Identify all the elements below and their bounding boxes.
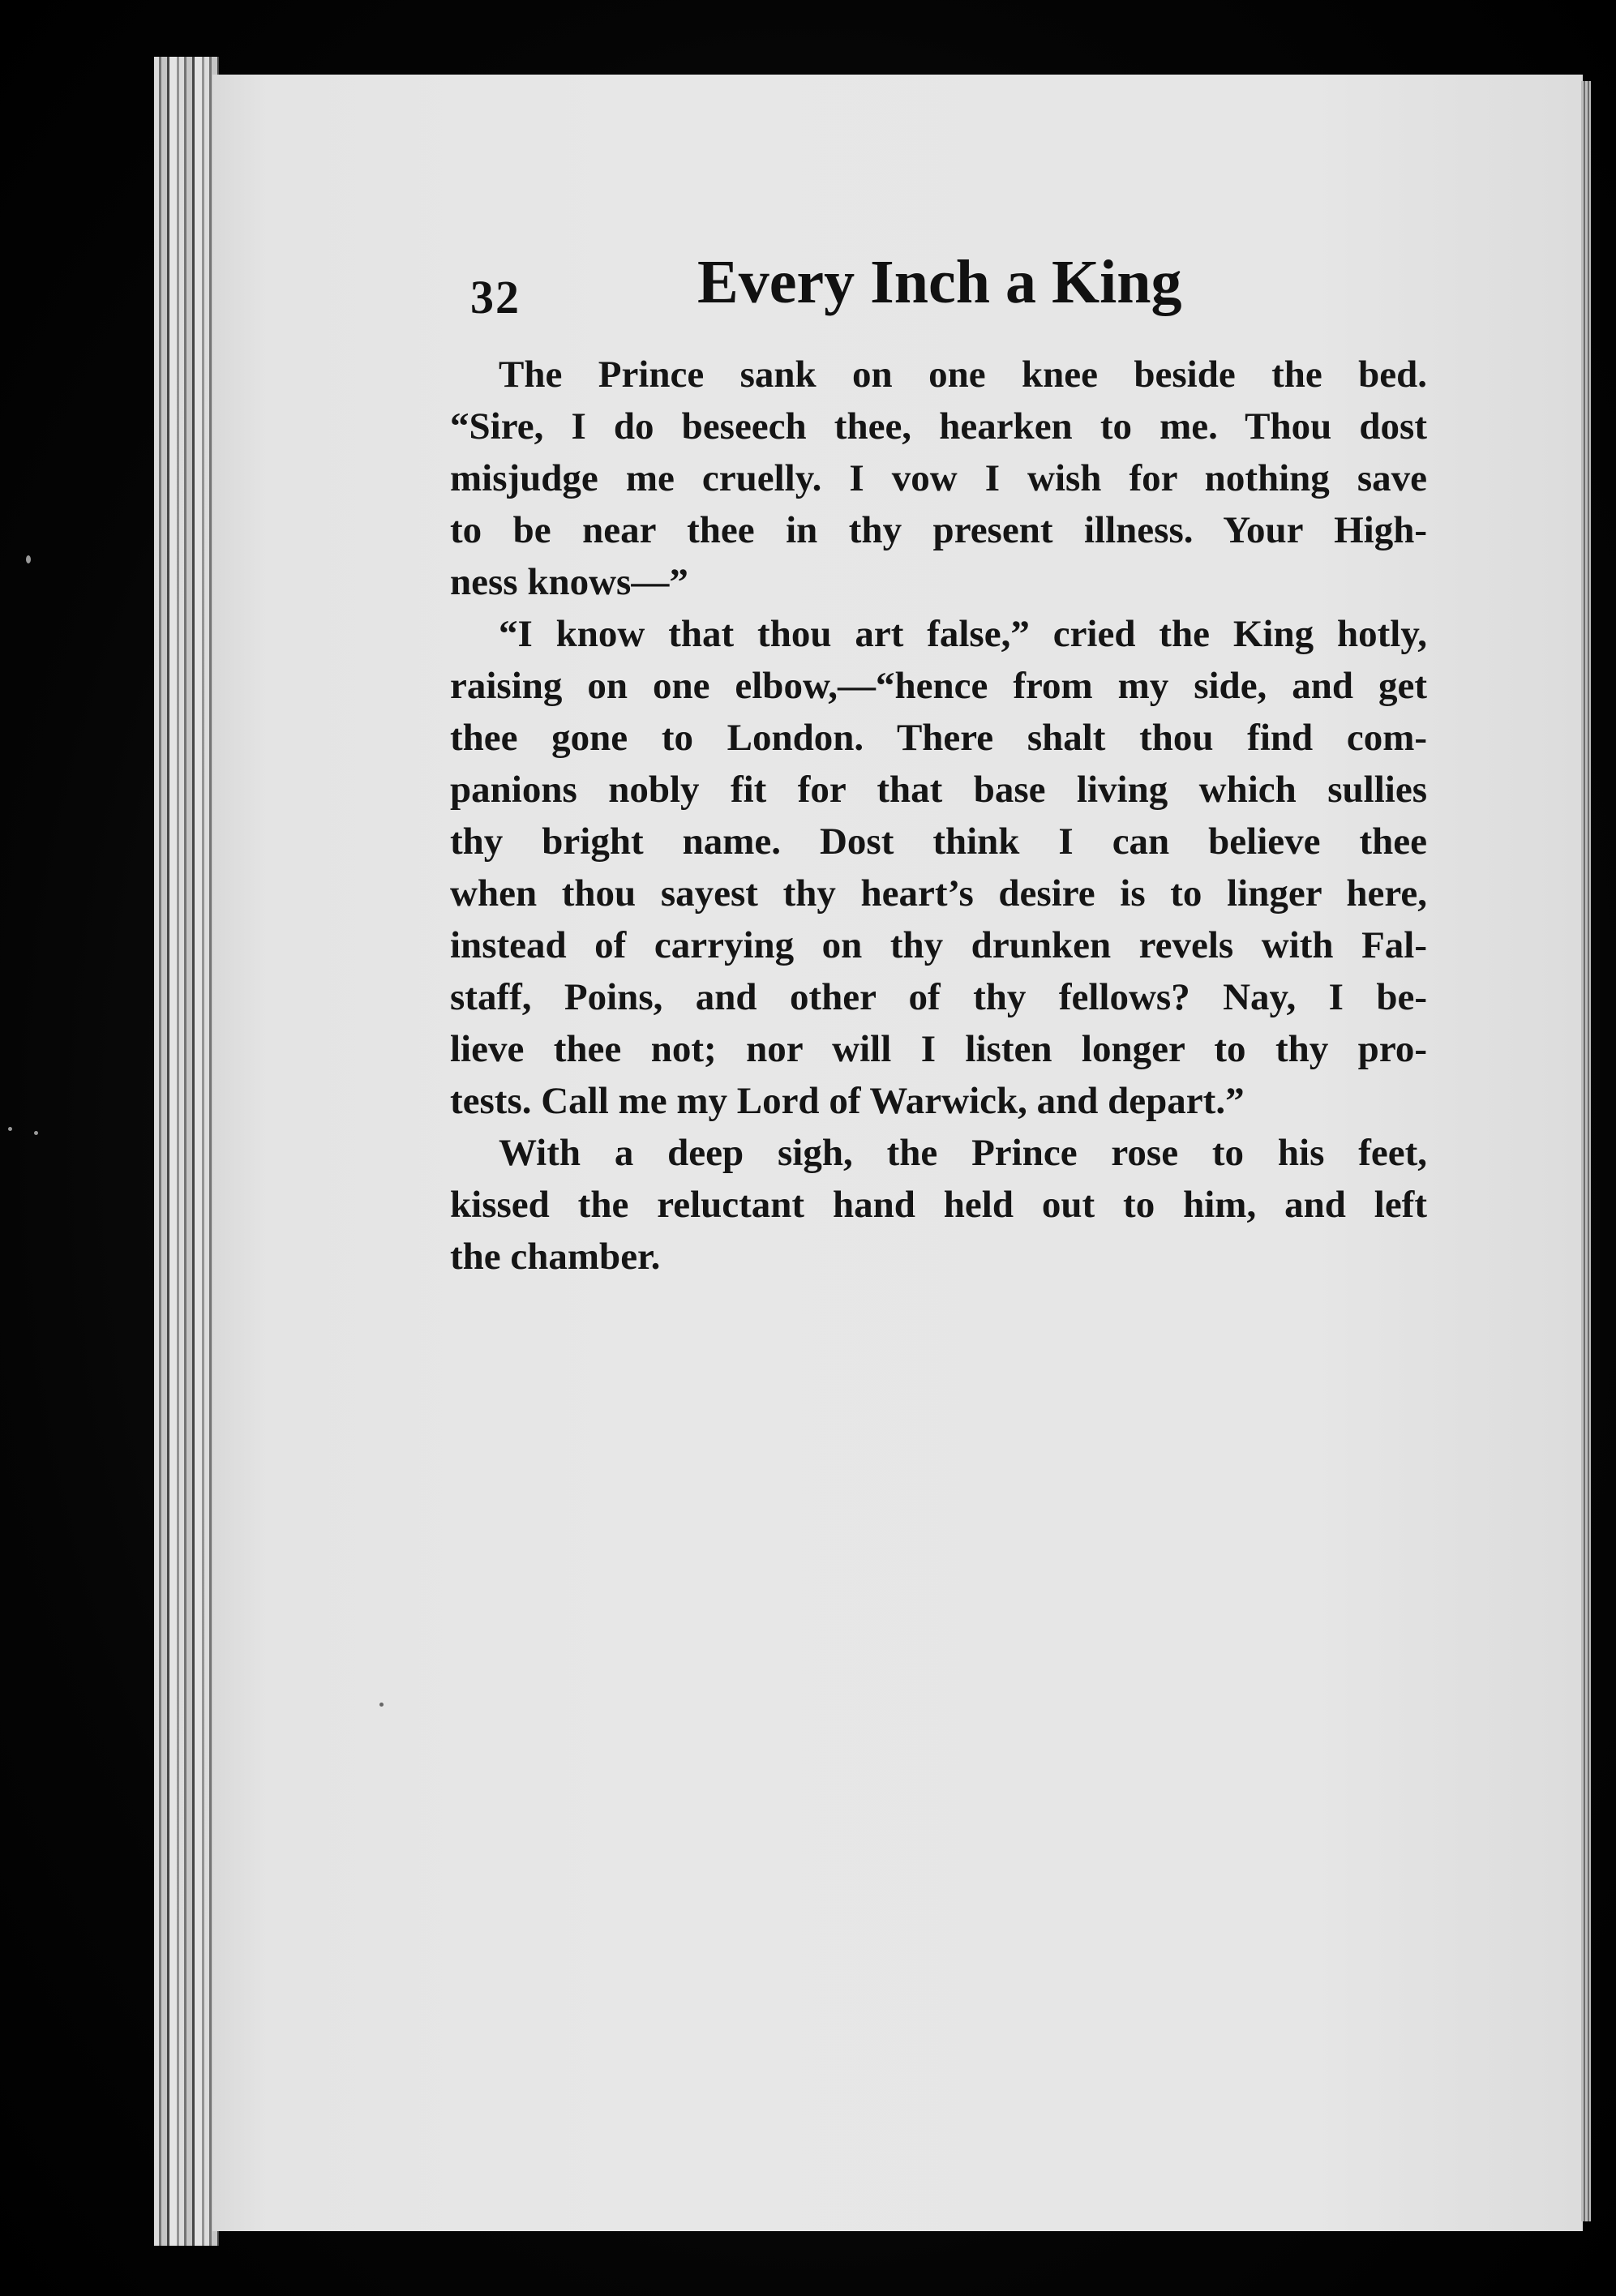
speck <box>8 1127 12 1131</box>
text-line: tests. Call me my Lord of Warwick, and depart.” <box>450 1080 1245 1122</box>
text-line: kissed the reluctant hand held out to him, and left <box>450 1184 1427 1226</box>
text-line: thy bright name. Dost think I can believe thee <box>450 820 1427 863</box>
text-line: ness knows—” <box>450 561 688 603</box>
body-text <box>450 349 1427 1283</box>
text-line: when thou sayest thy heart’s desire is to linger here, <box>450 872 1427 915</box>
text-line: the chamber. <box>450 1236 661 1278</box>
page-number: 32 <box>470 271 521 323</box>
running-head <box>470 247 1241 336</box>
speck <box>34 1131 38 1135</box>
text-line: panions nobly fit for that base living which sullies <box>450 769 1427 811</box>
text-line: “Sire, I do beseech thee, hearken to me. Thou dost <box>450 405 1427 448</box>
text-line: misjudge me cruelly. I vow I wish for nothing save <box>450 457 1427 499</box>
text-line: lieve thee not; nor will I listen longer to thy pro- <box>450 1028 1427 1070</box>
page-right-edge <box>1581 81 1591 2221</box>
speck <box>26 555 31 563</box>
text-line: thee gone to London. There shalt thou find com- <box>450 717 1427 759</box>
text-line: With a deep sigh, the Prince rose to his feet, <box>499 1132 1427 1174</box>
text-line: raising on one elbow,—“hence from my side, and get <box>450 665 1427 707</box>
text-line: to be near thee in thy present illness. Your High- <box>450 509 1427 551</box>
book-spine-edge <box>154 57 219 2246</box>
speck <box>379 1703 384 1707</box>
text-line: instead of carrying on thy drunken revels with Fal- <box>450 924 1427 966</box>
book-title: Every Inch a King <box>697 248 1182 316</box>
text-line: “I know that thou art false,” cried the King hotly, <box>499 613 1427 655</box>
text-line: The Prince sank on one knee beside the bed. <box>499 353 1427 396</box>
text-line: staff, Poins, and other of thy fellows? Nay, I be- <box>450 976 1427 1018</box>
